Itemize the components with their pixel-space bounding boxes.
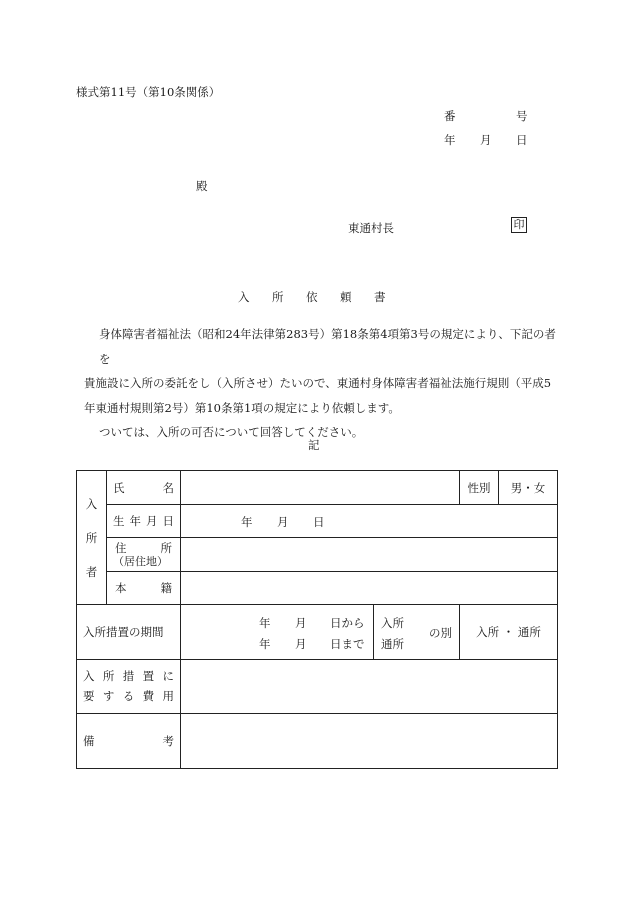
name-label-2: 名 [162,480,174,495]
ki-mark: 記 [308,438,320,452]
doc-title-char-4: 頼 [340,290,352,304]
row-period [77,605,558,659]
body-line-2: 貴施設に入所の委託をし（入所させ）たいので、東通村身体障害者福祉法施行規則（平成5 [84,376,552,390]
addressee-honorific: 殿 [196,179,208,193]
type-suffix: の別 [429,626,452,641]
row-domicile [77,572,558,605]
birth-label-4: 日 [162,514,174,529]
date-label-year: 年 [444,133,456,147]
number-label-ban: 番 [444,109,456,123]
domicile-label-2: 籍 [160,581,172,596]
group-label-char-3: 者 [85,564,98,579]
sex-label-cell: 性別 [460,471,499,505]
group-label-char-1: 入 [85,496,98,511]
cost-label-2-5: 用 [162,689,174,704]
seal-mark: 印 [511,217,527,233]
period-label-cell: 入所措置の期間 [77,605,181,659]
address-sub-label: （居住地） [113,554,168,568]
birth-label-1: 生 [113,514,125,529]
remarks-label-cell [77,713,181,768]
number-label-go: 号 [516,109,528,123]
date-label-day: 日 [516,133,528,147]
cost-label-1-1: 入 [83,669,95,684]
cost-label-1-4: 置 [142,669,155,684]
period-from-month: 月 [295,616,307,631]
address-label-cell [107,538,181,572]
address-label-1: 住 [115,540,127,555]
name-label-cell [107,471,181,505]
group-label-cell [77,471,107,605]
domicile-value-cell[interactable] [181,572,558,605]
name-label-1: 氏 [113,480,125,495]
period-from-year: 年 [259,616,271,631]
doc-title-char-1: 入 [238,290,250,304]
birth-label-2: 年 [129,514,141,529]
remarks-label-2: 考 [162,733,174,748]
cost-label-2-2: す [102,689,115,704]
type-label-cell [374,605,460,659]
sex-options-cell[interactable]: 男・女 [499,471,558,505]
domicile-label-1: 本 [115,581,127,596]
row-remarks [77,713,558,768]
cost-label-1-2: 所 [102,669,115,684]
doc-title-char-5: 書 [374,290,386,304]
period-from-day: 日から [330,616,365,631]
doc-title-char-2: 所 [272,290,284,304]
birth-label-3: 月 [146,514,158,529]
remarks-label-1: 備 [83,733,95,748]
birth-day: 日 [313,515,325,530]
row-name [77,471,558,505]
cost-label-2-4: 費 [142,689,155,704]
sender-title: 東通村長 [348,221,394,235]
address-value-cell[interactable] [181,538,558,572]
type-option-tsusho: 通所 [381,637,404,652]
body-text [84,322,564,445]
birth-label-cell [107,505,181,538]
birth-month: 月 [277,515,289,530]
row-birth [77,505,558,538]
period-value-cell[interactable] [181,605,374,659]
type-choice-cell[interactable]: 入所 ・ 通所 [460,605,558,659]
body-line-4: ついては、入所の可否について回答してください。 [99,425,364,439]
cost-value-cell[interactable] [181,659,558,713]
cost-label-cell [77,659,181,713]
form-number: 様式第11号（第10条関係） [76,85,221,99]
remarks-value-cell[interactable] [181,713,558,768]
date-label-month: 月 [480,133,492,147]
cost-label-1-3: 措 [122,669,135,684]
doc-title-char-3: 依 [306,290,318,304]
period-to-day: 日まで [330,637,365,652]
cost-label-2-3: る [122,689,135,704]
row-address [77,538,558,572]
body-line-1: 身体障害者福祉法（昭和24年法律第283号）第18条第4項第3号の規定により、下記の者を [99,327,556,366]
body-line-3: 年東通村規則第2号）第10条第1項の規定により依頼します。 [84,400,400,415]
address-label-2: 所 [160,540,172,555]
period-to-month: 月 [295,637,307,652]
row-cost [77,659,558,713]
birth-year: 年 [241,515,253,530]
application-table [76,470,558,769]
period-to-year: 年 [259,637,271,652]
birth-value-cell[interactable] [181,505,558,538]
domicile-label-cell [107,572,181,605]
cost-label-1-5: に [162,669,174,684]
group-label-char-2: 所 [85,530,98,545]
type-option-nyusho: 入所 [381,616,404,631]
name-value-cell[interactable] [181,471,460,505]
cost-label-2-1: 要 [83,689,95,704]
